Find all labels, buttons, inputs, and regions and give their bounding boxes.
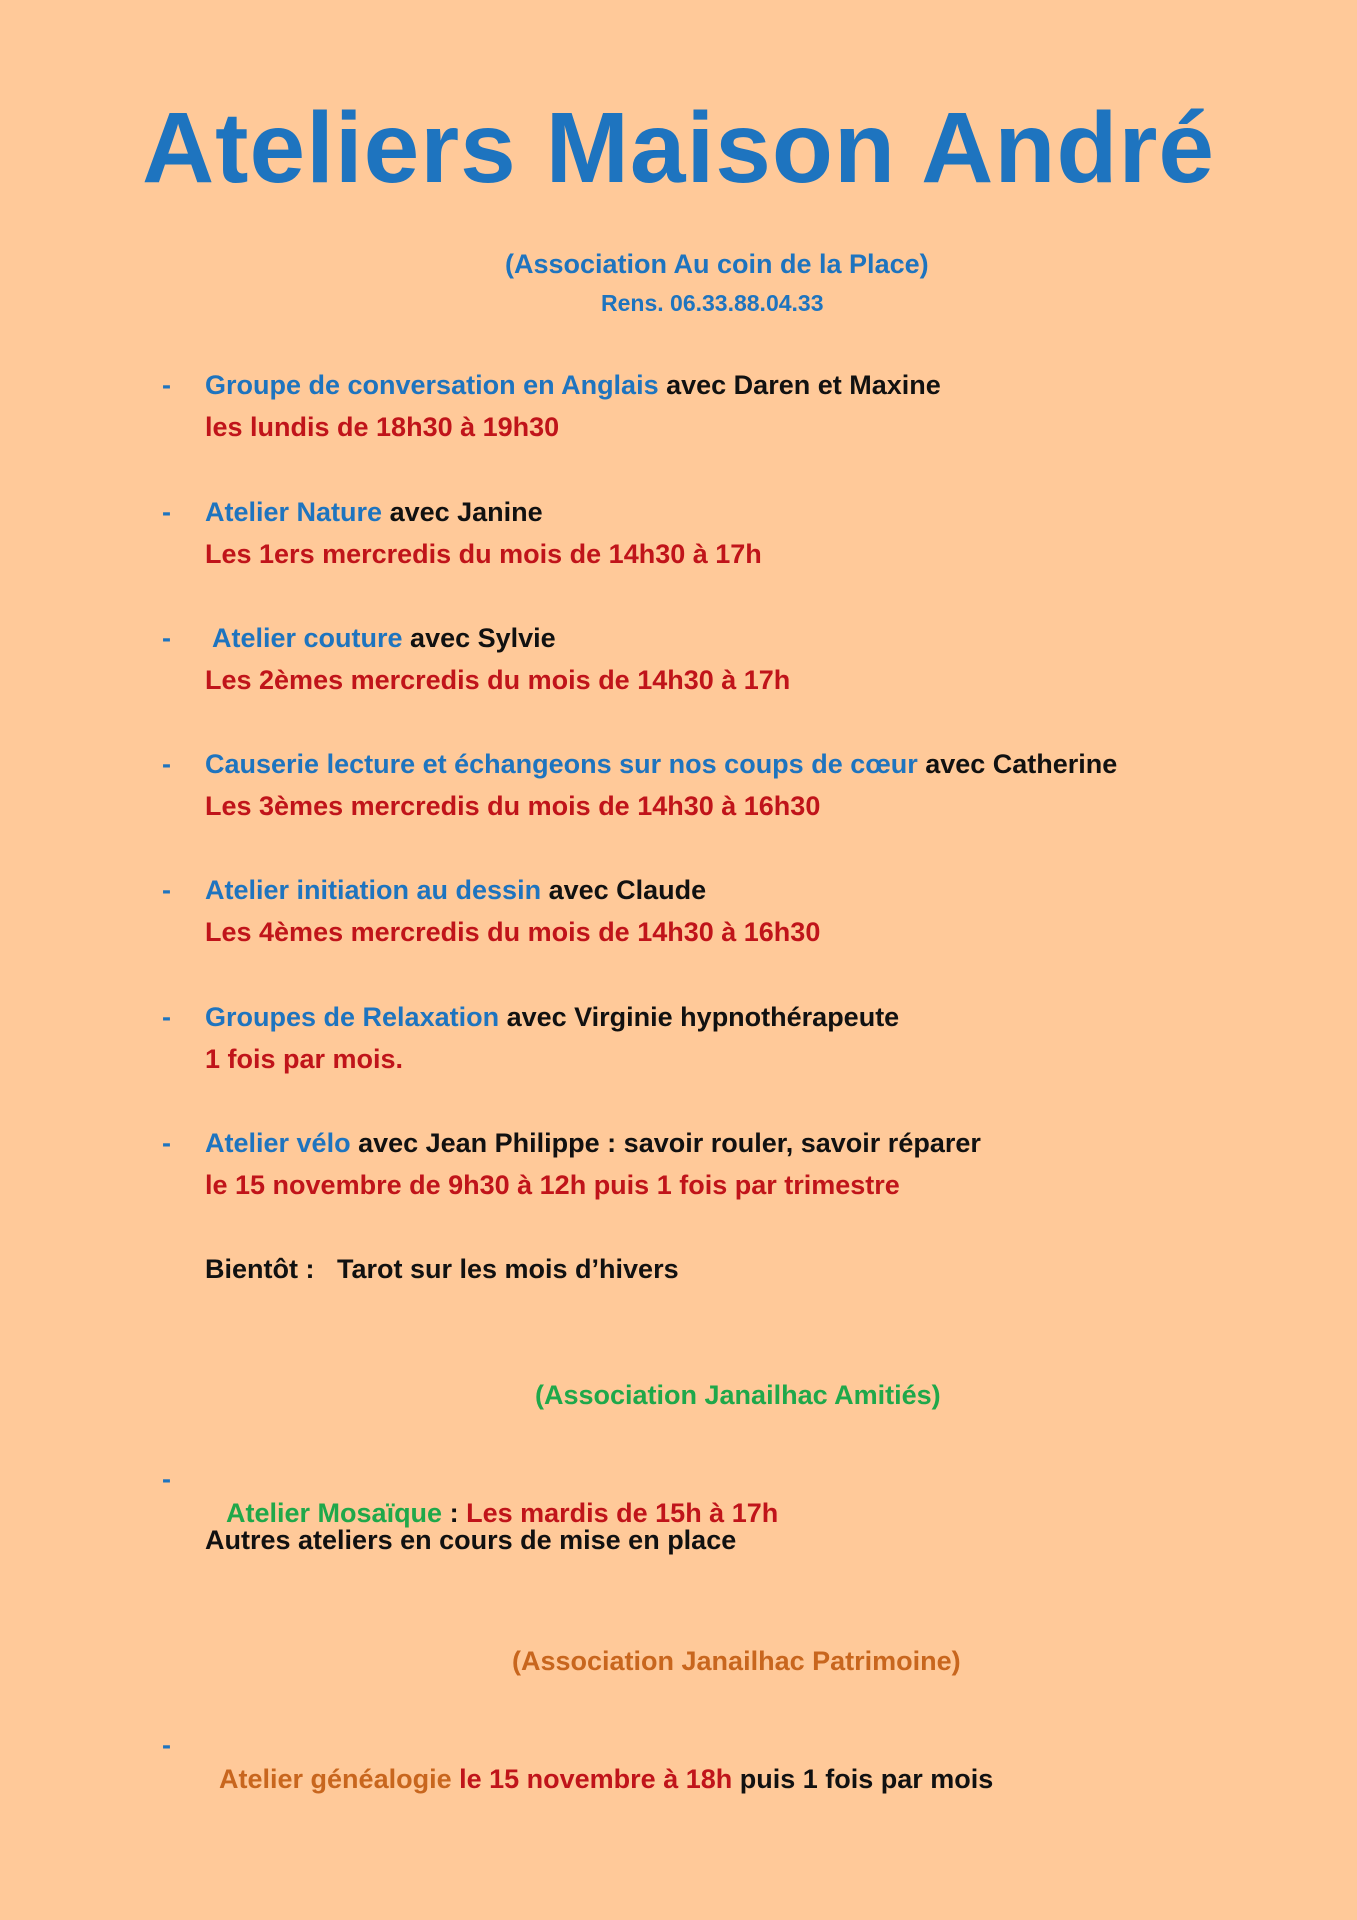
- workshop-leader: avec Janine: [382, 497, 543, 527]
- bullet: -: [162, 1730, 171, 1760]
- bullet: -: [162, 1002, 171, 1032]
- workshop-name: Causerie lecture et échangeons sur nos coups de cœur: [205, 749, 918, 779]
- workshop-name: Atelier vélo: [205, 1128, 351, 1158]
- bullet: -: [162, 623, 171, 653]
- workshop-schedule: Les 2èmes mercredis du mois de 14h30 à 17h: [205, 665, 791, 695]
- workshop-title: [205, 747, 1117, 781]
- workshop-schedule: Les mardis de 15h à 17h: [466, 1498, 779, 1528]
- workshop-date: le 15 novembre à 18h: [451, 1764, 733, 1794]
- workshop-leader: avec Virginie hypnothérapeute: [499, 1002, 900, 1032]
- workshop-schedule: le 15 novembre de 9h30 à 12h puis 1 fois par trimestre: [205, 1170, 900, 1200]
- workshop-title: [205, 1728, 993, 1796]
- workshop-title: [205, 495, 543, 529]
- workshop-name: Groupe de conversation en Anglais: [205, 370, 659, 400]
- workshop-name: Groupes de Relaxation: [205, 1002, 500, 1032]
- workshop-name: Atelier initiation au dessin: [205, 875, 542, 905]
- coming-soon-note: Bientôt : Tarot sur les mois d’hivers: [205, 1254, 679, 1284]
- workshop-title: [212, 1462, 778, 1530]
- association-au-coin-de-la-place: (Association Au coin de la Place): [505, 249, 929, 279]
- bullet: -: [162, 749, 171, 779]
- bullet: -: [162, 875, 171, 905]
- workshop-title: [205, 368, 941, 402]
- other-workshops-note: Autres ateliers en cours de mise en place: [205, 1525, 737, 1555]
- workshop-name: Atelier Mosaïque: [226, 1498, 443, 1528]
- workshop-leader: avec Jean Philippe : savoir rouler, savoir réparer: [350, 1128, 981, 1158]
- workshop-leader: avec Sylvie: [402, 623, 556, 653]
- bullet: -: [162, 497, 171, 527]
- workshop-leader: avec Claude: [541, 875, 707, 905]
- workshop-leader: avec Catherine: [917, 749, 1118, 779]
- workshop-leader: avec Daren et Maxine: [658, 370, 941, 400]
- workshop-title: [205, 873, 706, 907]
- workshop-title: [205, 1126, 981, 1160]
- workshop-schedule: Les 1ers mercredis du mois de 14h30 à 17h: [205, 539, 762, 569]
- bullet: -: [162, 370, 171, 400]
- bullet: -: [162, 1464, 171, 1494]
- workshop-title: [205, 1000, 899, 1034]
- workshop-schedule: 1 fois par mois.: [205, 1044, 404, 1074]
- workshop-schedule: Les 4èmes mercredis du mois de 14h30 à 16h30: [205, 917, 821, 947]
- association-janailhac-patrimoine: (Association Janailhac Patrimoine): [512, 1646, 961, 1676]
- bullet: -: [162, 1128, 171, 1158]
- workshop-schedule: les lundis de 18h30 à 19h30: [205, 412, 560, 442]
- association-janailhac-amities: (Association Janailhac Amitiés): [535, 1380, 941, 1410]
- workshop-name: Atelier couture: [212, 623, 403, 653]
- workshop-frequency: puis 1 fois par mois: [732, 1764, 994, 1794]
- workshop-schedule: Les 3èmes mercredis du mois de 14h30 à 16h30: [205, 791, 821, 821]
- workshop-title: [212, 621, 556, 655]
- workshop-name: Atelier généalogie: [219, 1764, 452, 1794]
- workshop-name: Atelier Nature: [205, 497, 383, 527]
- page-title: Ateliers Maison André: [141, 92, 1216, 204]
- separator: :: [442, 1498, 467, 1528]
- phone-info: Rens. 06.33.88.04.33: [601, 290, 824, 316]
